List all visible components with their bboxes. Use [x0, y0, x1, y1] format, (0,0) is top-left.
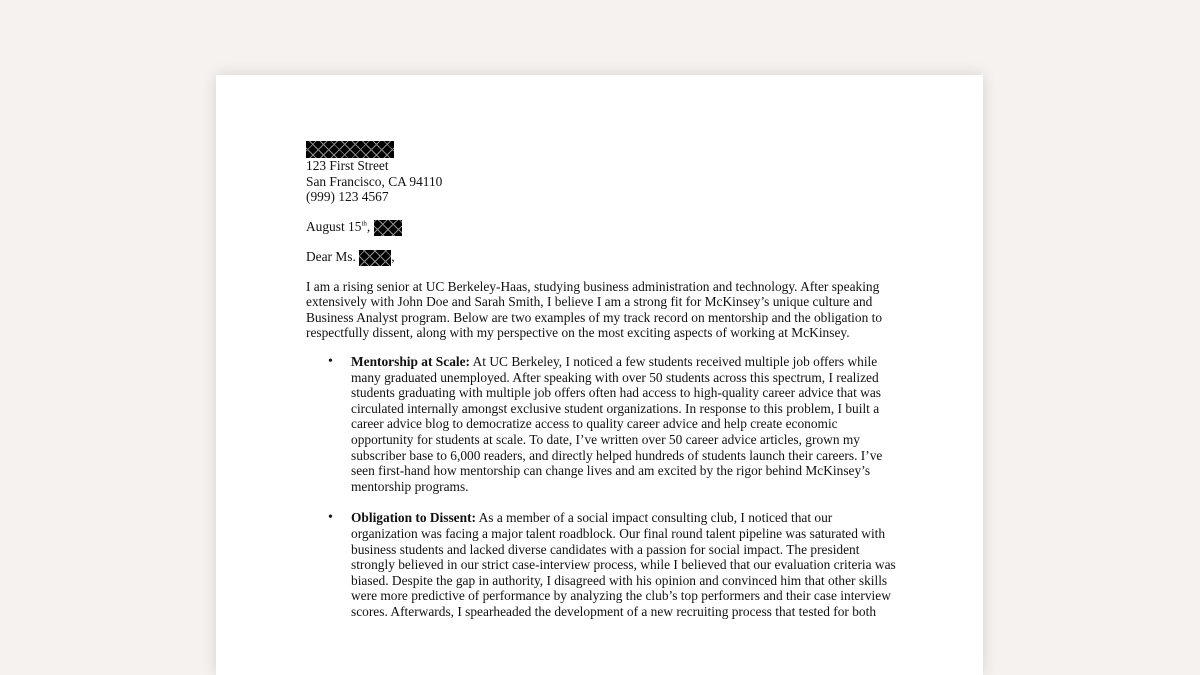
phone-number: (999) 123 4567 — [306, 189, 389, 205]
city-address: San Francisco, CA 94110 — [306, 173, 443, 189]
point-body: As a member of a social impact consulting club, I noticed that our organization was facing a major talent roadblock. Our final round talent pipeline was saturated with business students and lacked diverse candidates with a passion for social impact. The president strongly believed in our strict case-interview process, while I believed that our evaluation criteria was biased. Despite the gap in authority, I disagreed with his opinion and convinced him that other skills were more predictive of performance by analyzing the club’s top performers and their case interview scores. Afterwards, I spearheaded the development of a new recruiting process that tested for both — [351, 510, 896, 619]
intro-paragraph: I am a rising senior at UC Berkeley-Haas, studying business administration and technology. After speaking extensively with John Doe and Sarah Smith, I believe I am a strong fit for McKinsey’s unique culture and Business Analyst program. Below are two examples of my track record on mentorship and the obligation to respectfully dissent, along with my perspective on the most exciting aspects of working at McKinsey. — [306, 278, 883, 341]
list-item — [306, 510, 896, 619]
bullet-icon: • — [328, 354, 333, 369]
list-item — [306, 354, 896, 494]
redacted-surname — [359, 250, 391, 266]
point-title: Obligation to Dissent: — [351, 510, 476, 526]
point-title: Mentorship at Scale: — [351, 354, 471, 369]
bullet-icon: • — [328, 510, 333, 526]
date-suffix: th — [361, 219, 367, 228]
document-page — [216, 75, 983, 675]
salutation-prefix: Dear Ms. — [306, 248, 356, 264]
cover-letter — [306, 141, 896, 636]
redacted-name — [306, 141, 394, 158]
date-text: August 15 — [306, 218, 362, 234]
date-comma: , — [366, 218, 371, 234]
salutation — [306, 249, 896, 266]
letter-date — [306, 219, 896, 236]
redacted-year — [374, 220, 402, 236]
point-body: At UC Berkeley, I noticed a few students received multiple job offers while many graduated unemployed. After speaking with over 50 students across this spectrum, I realized students graduating with multiple job offers often had access to high-quality career advice that was circulated internally amongst exclusive student organizations. In response to this problem, I built a career advice blog to democratize access to quality career advice and help create economic opportunity for students at scale. To date, I’ve written over 50 career advice articles, grown my subscriber base to 6,000 readers, and directly helped hundreds of students launch their careers. I’ve seen first-hand how mentorship can change lives and am excited by the rigor behind McKinsey’s mentorship programs. — [351, 354, 883, 494]
salutation-comma: , — [391, 248, 395, 264]
street-address: 123 First Street — [306, 158, 389, 173]
sender-block — [306, 141, 896, 205]
experience-list — [306, 354, 896, 620]
